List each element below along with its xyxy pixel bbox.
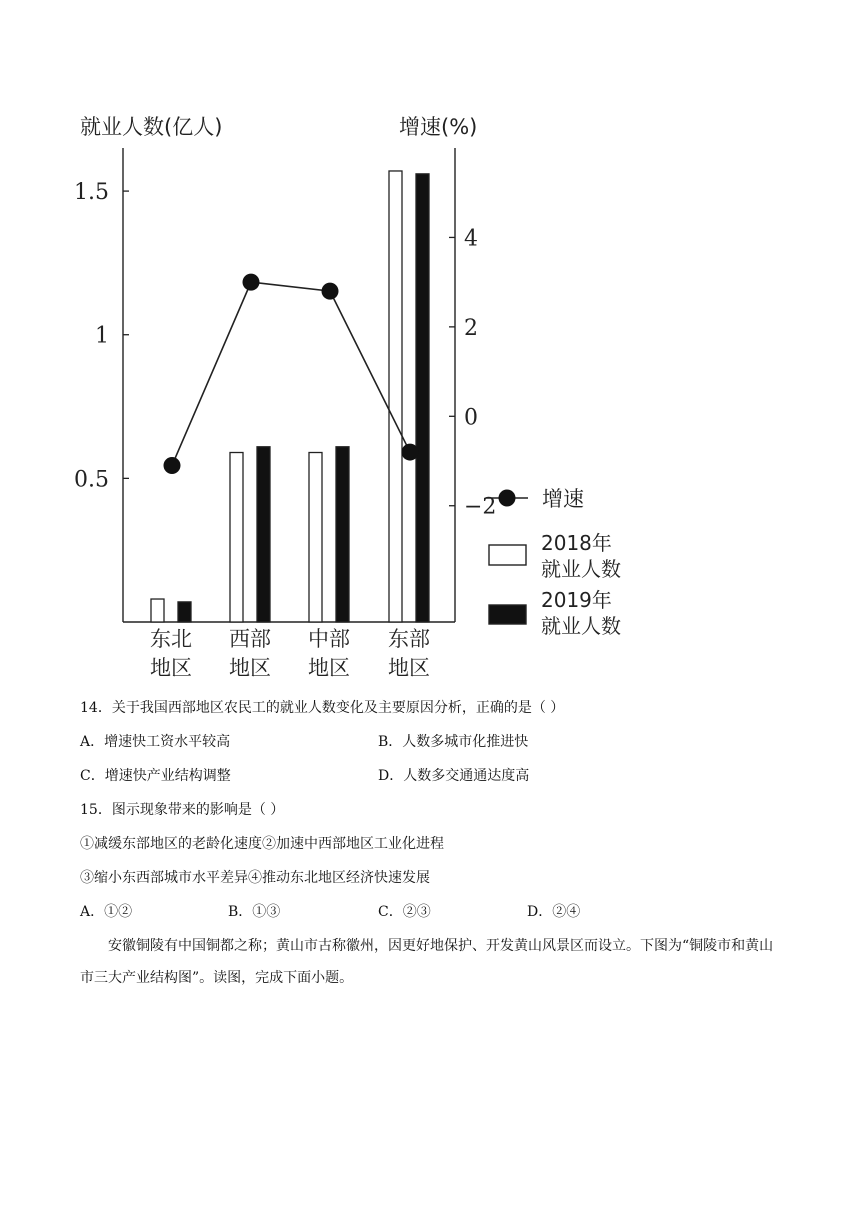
question-15-option-d[interactable]: D．②④ — [527, 904, 581, 920]
legend-label-2018: 2018年 — [541, 531, 612, 555]
category-label: 地区 — [150, 656, 192, 680]
left-axis-title: 就业人数(亿人) — [80, 115, 223, 139]
chart-bars — [151, 171, 429, 622]
bar-2018 — [230, 453, 243, 622]
bar-2018 — [151, 599, 164, 622]
growth-point — [322, 283, 339, 300]
question-14-stem: 14．关于我国西部地区农民工的就业人数变化及主要原因分析，正确的是（ ） — [80, 700, 565, 716]
left-axis-tick-label: 1 — [95, 323, 109, 349]
left-axis-tick-label: 1.5 — [74, 180, 109, 206]
question-15-option-c[interactable]: C．②③ — [378, 904, 431, 920]
legend-label-2019: 就业人数 — [541, 614, 621, 638]
bar-2019 — [336, 447, 349, 622]
bar-2019 — [178, 602, 191, 622]
question-14-option-b[interactable]: B．人数多城市化推进快 — [378, 734, 529, 750]
chart-axes — [74, 148, 496, 622]
legend-point-swatch — [499, 490, 516, 507]
growth-point — [402, 444, 419, 461]
left-axis-tick-label: 0.5 — [74, 467, 109, 493]
legend-swatch-2018 — [489, 545, 526, 565]
question-15-option-a[interactable]: A．①② — [80, 904, 133, 920]
growth-point — [164, 457, 181, 474]
passage-intro: 安徽铜陵有中国铜都之称；黄山市古称徽州，因更好地保护、开发黄山风景区而设立。下图为“铜陵市和黄山市三大产业结构图”。读图，完成下面小题。 — [80, 938, 774, 986]
category-label: 东部 — [388, 627, 430, 651]
bar-2019 — [257, 447, 270, 622]
legend-label-2018: 就业人数 — [541, 557, 621, 581]
growth-point — [243, 274, 260, 291]
question-14-option-c[interactable]: C．增速快产业结构调整 — [80, 768, 231, 784]
right-axis-title: 增速(%) — [399, 115, 478, 139]
question-14-option-d[interactable]: D．人数多交通通达度高 — [378, 768, 530, 784]
question-15-statement-line1: ①减缓东部地区的老龄化速度②加速中西部地区工业化进程 — [80, 836, 444, 852]
right-axis-tick-label: −2 — [464, 494, 497, 520]
right-axis-tick-label: 2 — [464, 315, 478, 341]
legend-swatch-2019 — [489, 605, 526, 624]
chart-legend — [486, 487, 621, 638]
bar-2019 — [416, 174, 429, 622]
growth-line — [164, 274, 419, 474]
legend-label-growth: 增速 — [542, 487, 584, 511]
bar-2018 — [309, 453, 322, 622]
question-15-stem: 15．图示现象带来的影响是（ ） — [80, 802, 285, 818]
growth-polyline — [172, 282, 410, 465]
bar-2018 — [389, 171, 402, 622]
question-15-option-b[interactable]: B．①③ — [228, 904, 281, 920]
question-14-option-a[interactable]: A．增速快工资水平较高 — [80, 734, 231, 750]
category-label: 中部 — [308, 627, 350, 651]
right-axis-tick-label: 0 — [464, 405, 478, 431]
right-axis-tick-label: 4 — [464, 226, 478, 252]
category-label: 西部 — [229, 627, 271, 651]
category-label: 地区 — [388, 656, 430, 680]
question-15-statement-line2: ③缩小东西部城市水平差异④推动东北地区经济快速发展 — [80, 870, 430, 886]
category-label: 地区 — [308, 656, 350, 680]
category-label: 地区 — [229, 656, 271, 680]
category-label: 东北 — [150, 627, 192, 651]
legend-label-2019: 2019年 — [541, 588, 612, 612]
